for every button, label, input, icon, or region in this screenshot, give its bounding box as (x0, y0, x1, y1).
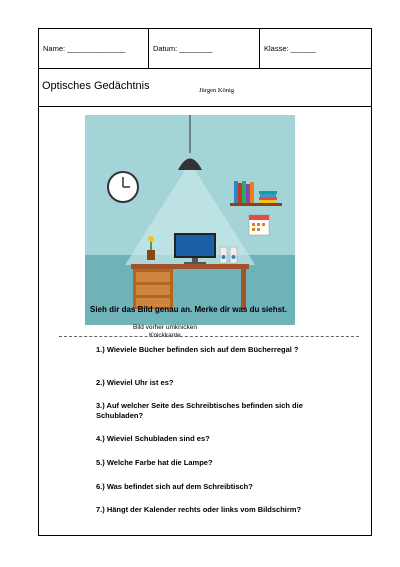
question-3: 3.) Auf welcher Seite des Schreibtisches befinden sich die Schubladen? (96, 401, 303, 420)
class-field[interactable] (260, 29, 371, 68)
question-6: 6.) Was befindet sich auf dem Schreibtisch? (96, 482, 253, 491)
question-1: 1.) Wieviele Bücher befinden sich auf dem Bücherregal ? (96, 345, 299, 354)
picture-caption: Sieh dir das Bild genau an. Merke dir was du siehst. (90, 305, 287, 314)
title-bar (39, 68, 371, 107)
bookshelf (230, 203, 282, 206)
date-label: Datum: ________ (153, 44, 213, 53)
fold-label: Knickkante (149, 332, 181, 339)
page-title: Optisches Gedächtnis (42, 80, 150, 92)
books-icon (234, 181, 277, 203)
question-5: 5.) Welche Farbe hat die Lampe? (96, 458, 213, 467)
question-7: 7.) Hängt der Kalender rechts oder links vom Bildschirm? (96, 505, 302, 514)
drawer (136, 272, 170, 282)
desk-leg (241, 269, 246, 309)
class-label: Klasse: ______ (264, 44, 316, 53)
lamp-icon (178, 159, 202, 171)
fold-line (59, 336, 359, 337)
worksheet (38, 28, 372, 536)
author-name: Jürgen König (199, 87, 235, 94)
drawer (136, 285, 170, 295)
date-field[interactable] (149, 29, 260, 68)
header-row (39, 29, 371, 69)
question-2: 2.) Wieviel Uhr ist es? (96, 378, 174, 387)
room-drawing (85, 115, 295, 325)
desk-top (131, 264, 249, 269)
calendar-icon (249, 215, 269, 235)
clock-icon (108, 172, 138, 202)
name-label: Name: ______________ (43, 44, 126, 53)
name-field[interactable] (39, 29, 149, 68)
fold-instruction: Bild vorher umknicken (133, 324, 197, 331)
desk-illustration (85, 115, 295, 325)
question-4: 4.) Wieviel Schubladen sind es? (96, 434, 210, 443)
